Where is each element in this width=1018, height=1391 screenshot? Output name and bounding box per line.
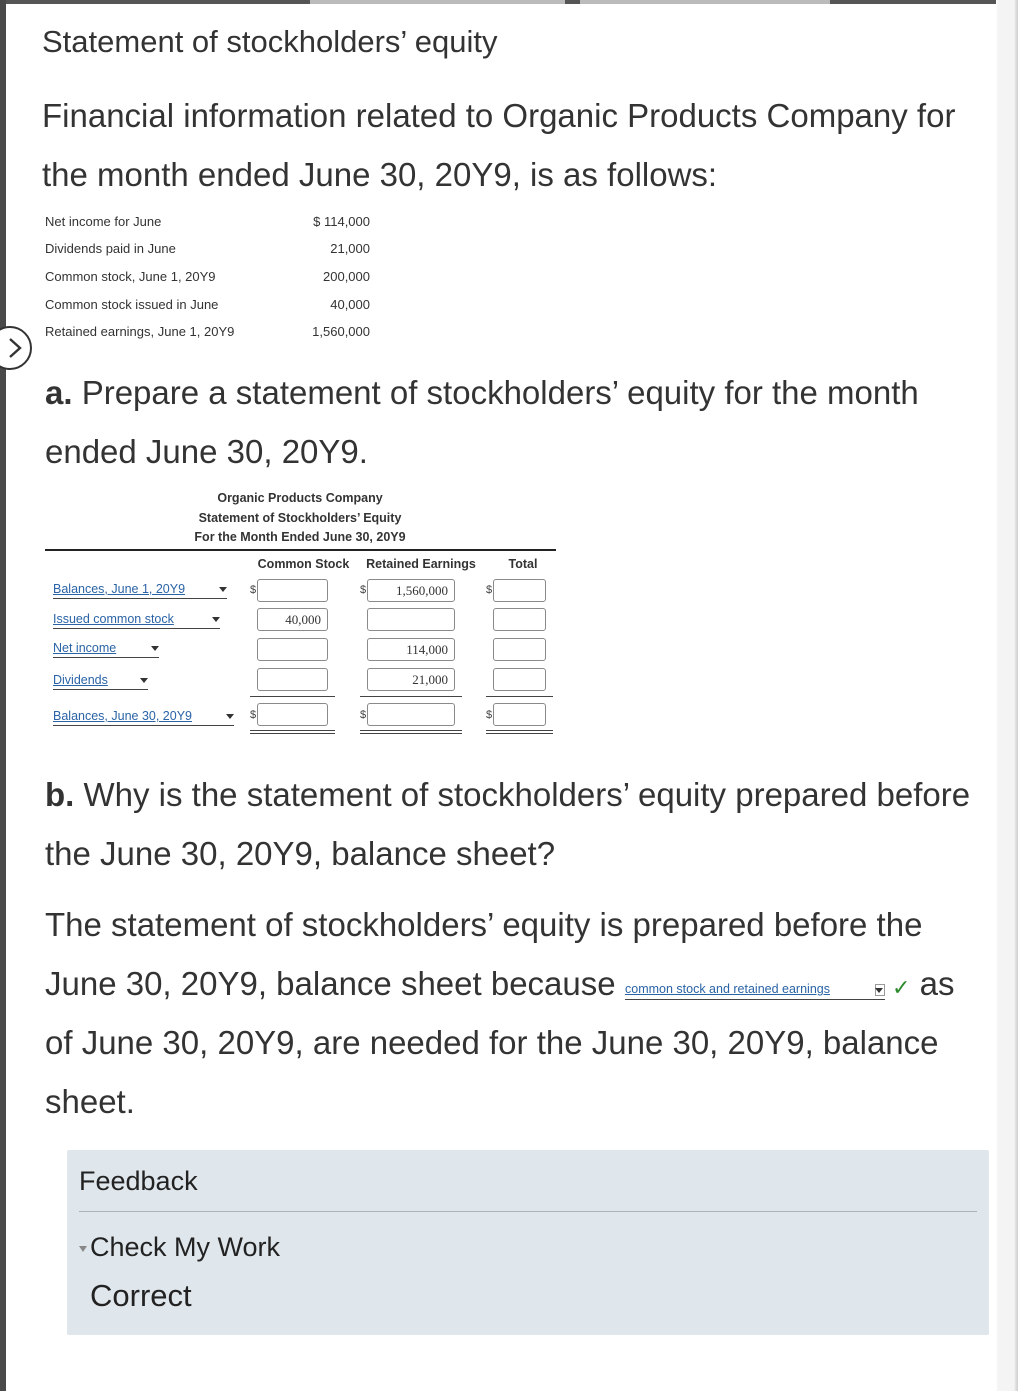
- retained-earnings-input[interactable]: 1,560,000: [367, 579, 455, 602]
- retained-earnings-input[interactable]: 114,000: [367, 638, 455, 661]
- question-a-text: Prepare a statement of stockholders’ equity for the month ended June 30, 20Y9.: [45, 374, 919, 470]
- chevron-right-icon: [8, 337, 22, 359]
- total-double-rule: [360, 730, 462, 734]
- currency-symbol: $: [360, 709, 367, 721]
- question-a-prefix: a.: [45, 374, 73, 411]
- total-double-rule: [250, 730, 335, 734]
- table-row: [45, 214, 375, 241]
- left-border: [0, 0, 6, 1391]
- page-title: Statement of stockholders’ equity: [42, 24, 498, 59]
- statement-title: Statement of Stockholders’ Equity: [198, 511, 402, 525]
- currency-symbol: $: [250, 584, 257, 596]
- row-label: Net income for June: [45, 214, 162, 229]
- retained-earnings-input[interactable]: [367, 608, 455, 631]
- dropdown-caret-icon: [226, 714, 234, 719]
- feedback-panel: [67, 1150, 989, 1335]
- common-stock-input[interactable]: [257, 638, 328, 661]
- statement-company: Organic Products Company: [217, 491, 383, 505]
- row-label: Dividends paid in June: [45, 241, 176, 256]
- total-input[interactable]: [493, 579, 546, 602]
- currency-symbol: $: [486, 584, 493, 596]
- dropdown-caret-icon: [151, 646, 159, 651]
- total-input[interactable]: [493, 668, 546, 691]
- selected-option: Net income: [53, 641, 117, 655]
- selected-option: Balances, June 30, 20Y9: [53, 709, 192, 723]
- table-row: [45, 269, 375, 296]
- row-label-select[interactable]: [53, 641, 159, 658]
- answer-before: The statement of stockholders’ equity is prepared before the June 30, 20Y9, balance sheet because: [45, 906, 923, 1002]
- answer-b-text: [45, 895, 985, 1131]
- column-header-common-stock: Common Stock: [257, 557, 350, 571]
- selected-option: Balances, June 1, 20Y9: [53, 582, 186, 596]
- selected-option: common stock and retained earnings: [625, 982, 830, 996]
- currency-symbol: $: [486, 709, 493, 721]
- feedback-title: Feedback: [79, 1166, 198, 1196]
- column-header-total: Total: [508, 557, 538, 571]
- correct-checkmark-icon: ✓: [892, 975, 911, 1000]
- intro-text: Financial information related to Organic Products Company for the month ended June 30, 20Y9, is as follows:: [42, 97, 956, 193]
- answer-after: as of June 30, 20Y9, are needed for the June 30, 20Y9, balance sheet.: [45, 965, 955, 1120]
- expand-panel-button[interactable]: [0, 326, 32, 370]
- feedback-result: Correct: [90, 1278, 192, 1313]
- row-value: 1,560,000: [312, 324, 370, 339]
- question-b-text: Why is the statement of stockholders’ equity prepared before the June 30, 20Y9, balance sheet?: [45, 776, 971, 872]
- scrollbar[interactable]: [996, 0, 1018, 1391]
- top-tab-1: [310, 0, 565, 4]
- subtotal-rule: [250, 696, 335, 697]
- total-input[interactable]: [493, 638, 546, 661]
- column-header-retained-earnings: Retained Earnings: [366, 557, 476, 571]
- table-row: [45, 324, 375, 351]
- row-label: Retained earnings, June 1, 20Y9: [45, 324, 235, 339]
- question-a: [45, 363, 985, 481]
- subtotal-rule: [360, 696, 462, 697]
- dropdown-caret-icon: [212, 617, 220, 622]
- dropdown-caret-icon: [219, 587, 227, 592]
- feedback-divider: [79, 1211, 977, 1212]
- total-input[interactable]: [493, 608, 546, 631]
- currency-symbol: $: [360, 584, 367, 596]
- row-value: 21,000: [330, 241, 370, 256]
- total-double-rule: [486, 730, 553, 734]
- answer-select[interactable]: [625, 982, 885, 1000]
- common-stock-input[interactable]: [257, 668, 328, 691]
- common-stock-input[interactable]: [257, 579, 328, 602]
- collapse-triangle-icon[interactable]: [79, 1246, 87, 1252]
- row-label-select[interactable]: [53, 612, 220, 629]
- check-my-work-toggle[interactable]: Check My Work: [90, 1232, 281, 1262]
- selected-option: Issued common stock: [53, 612, 174, 626]
- top-tab-2: [580, 0, 830, 4]
- selected-option: Dividends: [53, 673, 108, 687]
- row-label-select[interactable]: [53, 673, 148, 690]
- question-b-prefix: b.: [45, 776, 75, 813]
- row-label: Common stock issued in June: [45, 297, 219, 312]
- dropdown-caret-icon: [875, 988, 883, 993]
- row-label: Common stock, June 1, 20Y9: [45, 269, 216, 284]
- header-rule: [45, 549, 556, 551]
- row-value: $ 114,000: [313, 214, 370, 229]
- subtotal-rule: [486, 696, 553, 697]
- table-row: [45, 297, 375, 324]
- common-stock-input[interactable]: [257, 703, 328, 726]
- retained-earnings-input[interactable]: [367, 703, 455, 726]
- retained-earnings-input[interactable]: 21,000: [367, 668, 455, 691]
- common-stock-input[interactable]: 40,000: [257, 608, 328, 631]
- statement-period: For the Month Ended June 30, 20Y9: [194, 530, 406, 544]
- total-input[interactable]: [493, 703, 546, 726]
- table-row: [45, 241, 375, 268]
- row-value: 40,000: [330, 297, 370, 312]
- currency-symbol: $: [250, 709, 257, 721]
- dropdown-caret-icon: [140, 678, 148, 683]
- row-value: 200,000: [323, 269, 370, 284]
- question-b: [45, 765, 985, 883]
- row-label-select[interactable]: [53, 582, 227, 599]
- row-label-select[interactable]: [53, 709, 234, 726]
